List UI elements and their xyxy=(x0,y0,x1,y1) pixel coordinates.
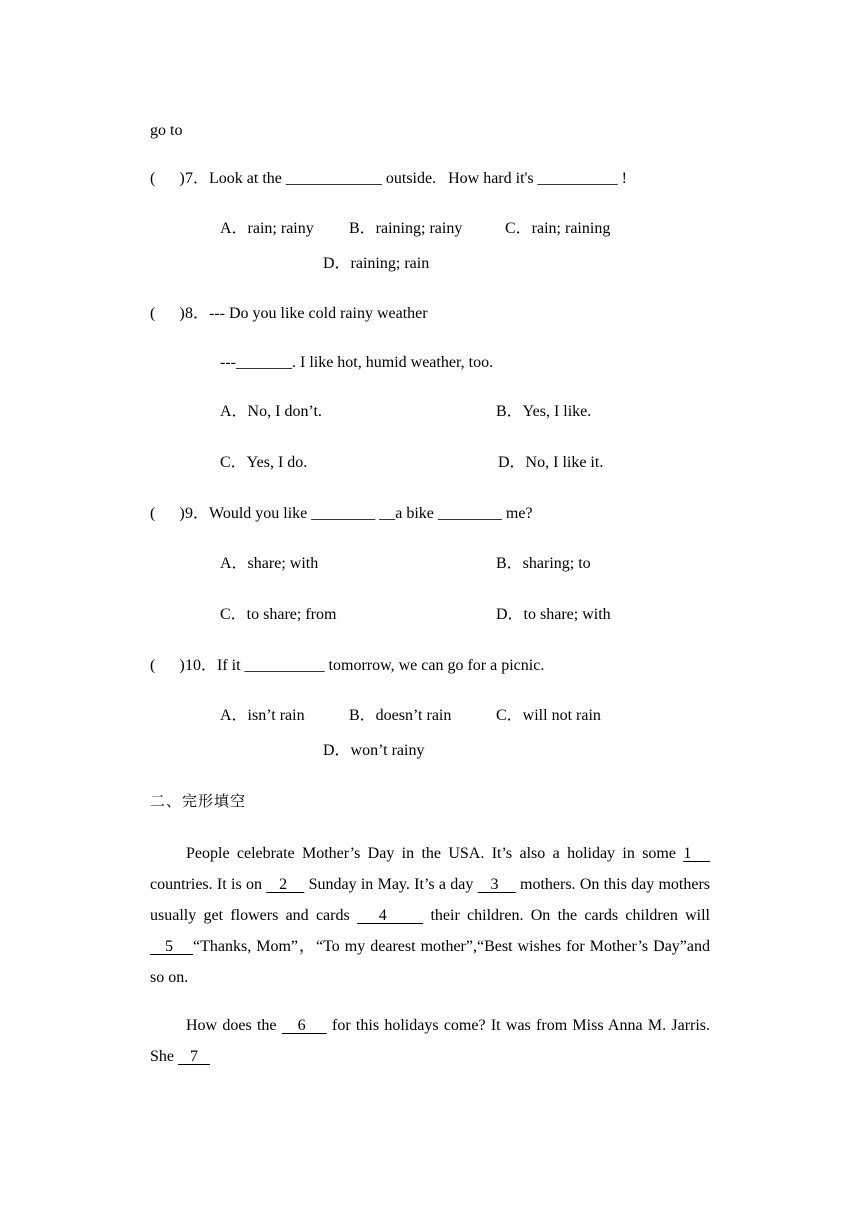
option-a: A．share; with xyxy=(220,555,319,572)
passage-text: Sunday in May. It’s a day xyxy=(304,876,478,893)
option-c: C．Yes, I do. xyxy=(220,454,308,471)
cloze-blank-6: 6 xyxy=(281,1017,327,1034)
answer-paren: ( ) xyxy=(150,657,185,674)
cloze-blank-5: 5 xyxy=(150,938,194,955)
cloze-blank-2: 2 xyxy=(266,876,305,893)
option-b: B．doesn’t rain xyxy=(349,707,452,724)
option-d: D．to share; with xyxy=(496,606,611,623)
option-a: A．No, I don’t. xyxy=(220,403,322,420)
question-reply: ---_______. I like hot, humid weather, too. xyxy=(220,354,494,371)
question-stem: 10．If it __________ tomorrow, we can go for a picnic. xyxy=(185,657,545,674)
passage-paragraph-2 xyxy=(150,1010,710,1072)
question-stem: 7．Look at the ____________ outside. How hard it's __________ ! xyxy=(185,170,627,187)
option-d: D．won’t rainy xyxy=(323,742,425,759)
cloze-blank-3: 3 xyxy=(477,876,516,893)
option-a: A．rain; rainy xyxy=(220,220,314,237)
answer-paren: ( ) xyxy=(150,170,185,187)
option-a: A．isn’t rain xyxy=(220,707,305,724)
question-stem: 9．Would you like ________ __a bike ________ me? xyxy=(185,505,533,522)
option-b: B．sharing; to xyxy=(496,555,591,572)
question-stem: 8．--- Do you like cold rainy weather xyxy=(185,305,428,322)
passage-text: their children. On the cards children will xyxy=(423,907,710,924)
option-c: C．will not rain xyxy=(496,707,601,724)
passage-text: mothers. On this day mothers usually get flowers and cards xyxy=(150,876,711,924)
option-b: B．raining; rainy xyxy=(349,220,463,237)
answer-paren: ( ) xyxy=(150,505,185,522)
passage-paragraph-1 xyxy=(150,838,710,993)
lead-text: go to xyxy=(150,122,183,139)
passage-text: “Thanks, Mom”，“To my dearest mother”,“Best wishes for Mother’s Day”and so on. xyxy=(150,938,710,986)
cloze-blank-1: 1 xyxy=(683,845,711,862)
answer-paren: ( ) xyxy=(150,305,185,322)
cloze-blank-7: 7 xyxy=(178,1048,210,1065)
cloze-blank-4: 4 xyxy=(356,907,424,924)
section-title: 二、完形填空 xyxy=(150,792,247,810)
passage-text: countries. It is on xyxy=(150,876,267,893)
option-c: C．to share; from xyxy=(220,606,337,623)
passage-text: for this holidays come? It was from Miss Anna M. Jarris. She xyxy=(150,1017,711,1065)
option-c: C．rain; raining xyxy=(505,220,611,237)
passage-text: People celebrate Mother’s Day in the USA. It’s also a holiday in some xyxy=(186,845,684,862)
passage-text: How does the xyxy=(186,1017,282,1034)
option-d: D．No, I like it. xyxy=(498,454,604,471)
option-b: B．Yes, I like. xyxy=(496,403,592,420)
option-d: D．raining; rain xyxy=(323,255,430,272)
